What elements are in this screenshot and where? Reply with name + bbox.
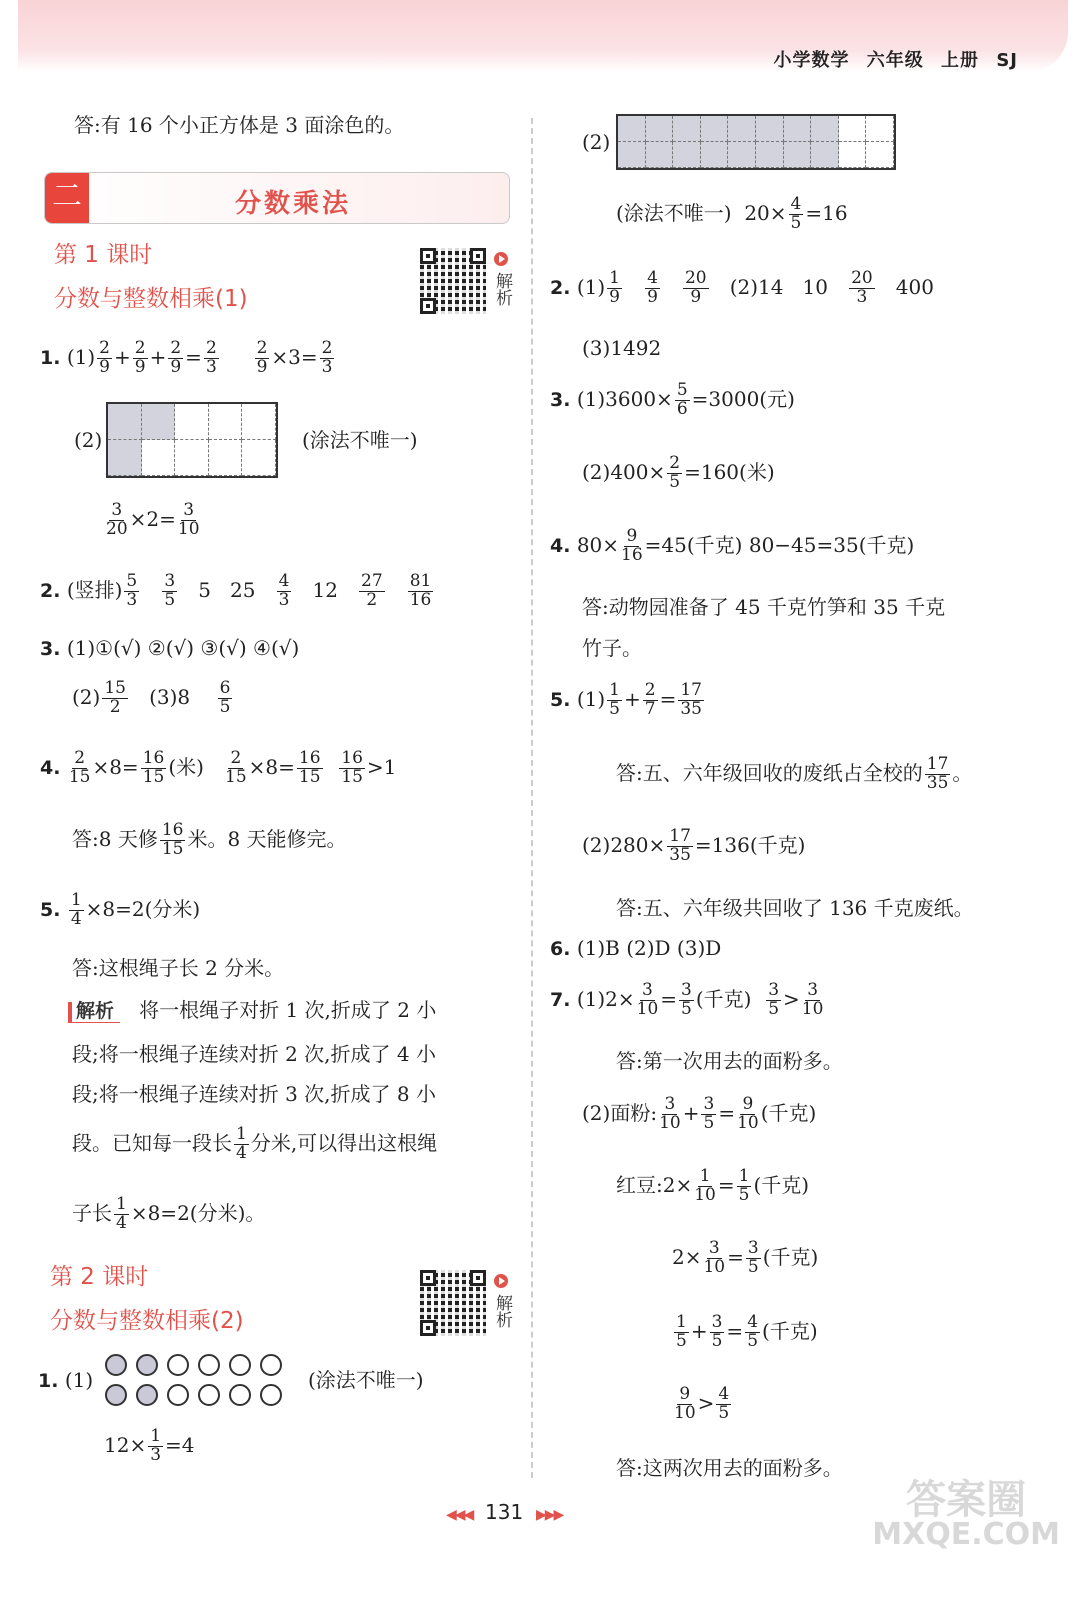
section-banner [44,172,510,224]
r-q7-answer-1: 答:第一次用去的面粉多。 [616,1049,843,1073]
r-q7-bean-1: 红豆:2× $\frac{1}{10}$ = $\frac{1}{5}$ (千克) [616,1166,810,1205]
l2-q1-label: 1. (1) [38,1368,94,1392]
r-q5-answer-2: 答:五、六年级共回收了 136 千克废纸。 [616,896,974,920]
r1-calc: (涂法不唯一) 20× $\frac{4}{5}$ =16 [616,194,848,233]
page-number-area [446,1500,562,1524]
page-number: 131 [485,1500,524,1524]
fraction-grid-1 [106,402,278,478]
q3-line2: (2) $\frac{15}{2}$ (3)8 $\frac{6}{5}$ [72,678,231,717]
page-header: 小学数学 六年级 上册 SJ [773,50,1018,71]
r-q5-answer-1: 答:五、六年级回收的废纸占全校的 $\frac{17}{35}$ 。 [616,754,973,793]
analysis-line5: 子长 $\frac{1}{4}$ ×8=2(分米)。 [72,1194,266,1233]
r1-part2-label: (2) [582,130,611,154]
q4-line: 4. $\frac{2}{15}$ ×8= $\frac{16}{15}$ (米) $\frac{2}{15}$ ×8= $\frac{16}{15}$ $\frac{16}{15}$ >1 [40,748,397,787]
column-divider [531,118,533,1478]
analysis-line4: 段。已知每一段长 $\frac{1}{4}$ 分米,可以得出这根绳 [72,1124,438,1163]
lesson2-subtitle: 分数与整数相乘(2) [50,1308,244,1334]
analysis-line3: 段;将一根绳子连续对折 3 次,折成了 8 小 [72,1082,436,1106]
r-q7-flour: (2)面粉: $\frac{3}{10}$ + $\frac{3}{5}$ = $\frac{9}{10}$ (千克) [582,1094,817,1133]
r-q5-part2: (2)280× $\frac{17}{35}$ =136(千克) [582,826,806,865]
qr-code-icon[interactable] [420,248,486,314]
fraction-grid-2 [616,114,896,170]
q1-note: (涂法不唯一) [302,428,418,452]
q4-answer: 答:8 天修 $\frac{16}{15}$ 米。8 天能修完。 [72,820,347,859]
prev-arrows-icon: ◀◀◀ [446,1507,473,1523]
q3-line1: 3. (1)①(√) ②(√) ③(√) ④(√) [40,636,300,660]
top-answer: 答:有 16 个小正方体是 3 面涂色的。 [74,113,405,137]
l2-q1-note: (涂法不唯一) [308,1368,424,1392]
lesson1-title: 第 1 课时 [54,242,153,268]
r-q7-bean-3: $\frac{1}{5}$ + $\frac{3}{5}$ = $\frac{4}{5}$ (千克) [676,1312,818,1351]
r-q4-answer-1: 答:动物园准备了 45 千克竹笋和 35 千克 [582,595,946,619]
r-q4-line: 4. 80× $\frac{9}{16}$ =45(千克) 80−45=35(千克) [550,526,915,565]
next-arrows-icon: ▶▶▶ [535,1507,563,1523]
lesson1-subtitle: 分数与整数相乘(1) [54,286,248,312]
q2-line: 2. (竖排) $\frac{5}{3}$ $\frac{3}{5}$ 5 25 $\frac{4}{3}$ 12 $\frac{27}{2}$ $\frac{81}{16}$ [40,571,432,610]
r-q4-answer-2: 竹子。 [582,636,642,660]
qr-label: 解析 [492,1294,512,1328]
r-q7-bean-2: 2× $\frac{3}{10}$ = $\frac{3}{5}$ (千克) [672,1238,819,1277]
r-q7-compare: $\frac{9}{10}$ > $\frac{4}{5}$ [674,1384,730,1423]
qr-code-icon[interactable] [420,1270,486,1336]
q1-calc: $\frac{3}{20}$ ×2= $\frac{3}{10}$ [106,500,200,539]
r-q6-line: 6. (1)B (2)D (3)D [550,936,722,960]
analysis-tag: 解析 [68,1002,120,1023]
analysis-line2: 段;将一根绳子连续对折 2 次,折成了 4 小 [72,1042,436,1066]
lesson2-title: 第 2 课时 [50,1264,149,1290]
r-q3-line1: 3. (1)3600× $\frac{5}{6}$ =3000(元) [550,380,795,419]
r-q3-line2: (2)400× $\frac{2}{5}$ =160(米) [582,453,775,492]
r-q5-line: 5. (1) $\frac{1}{5}$ + $\frac{2}{7}$ = $\frac{17}{35}$ [550,680,702,719]
analysis-line1: 解析 将一根绳子对折 1 次,折成了 2 小 [68,1000,436,1023]
r-q7-answer-2: 答:这两次用去的面粉多。 [616,1456,843,1480]
q5-line: 5. $\frac{1}{4}$ ×8=2(分米) [40,890,201,929]
qr-label: 解析 [492,272,512,306]
watermark: 答案圈 MXQE.COM [872,1477,1060,1552]
section-badge: 二 [45,173,89,223]
r-q2-line1: 2. (1) $\frac{1}{9}$ $\frac{4}{9}$ $\frac{20}{9}$ (2)14 10 $\frac{20}{3}$ 400 [550,268,934,307]
r-q2-line2: (3)1492 [582,336,662,360]
play-icon[interactable] [494,252,508,266]
q1-part2-label: (2) [74,428,103,452]
play-icon[interactable] [494,1274,508,1288]
r-q7-line: 7. (1)2× $\frac{3}{10}$ = $\frac{3}{5}$ (千克) $\frac{3}{5}$ > $\frac{3}{10}$ [550,980,824,1019]
q5-answer: 答:这根绳子长 2 分米。 [72,956,285,980]
l2-q1-calc: 12× $\frac{1}{3}$ =4 [104,1426,195,1465]
section-title: 分数乘法 [235,189,352,219]
q1-line1: 1. (1) $\frac{2}{9}$ + $\frac{2}{9}$ + $\frac{2}{9}$ = $\frac{2}{3}$ $\frac{2}{9}$ ×3= $\frac{2}{3}$ [40,338,333,377]
